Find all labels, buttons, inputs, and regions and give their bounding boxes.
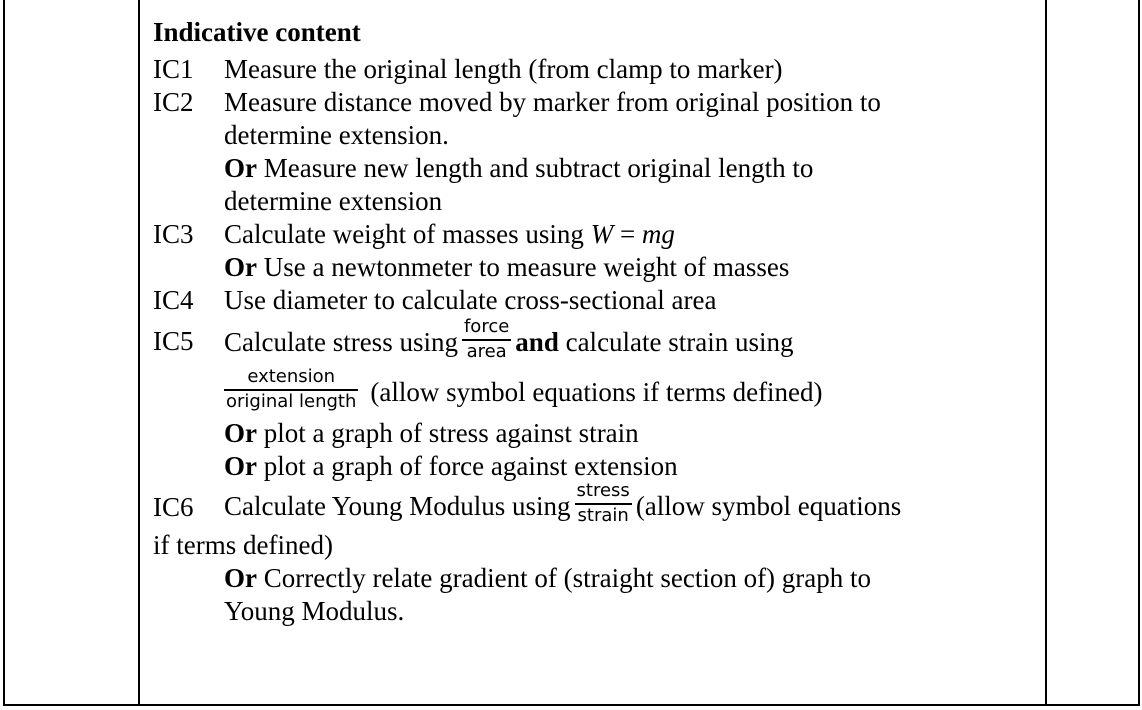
formula-w: W — [590, 219, 614, 249]
ic5-line4 — [224, 450, 1033, 483]
table-column-divider-right — [1045, 0, 1047, 706]
and-word: and — [515, 327, 559, 357]
ic3-code: IC3 — [153, 219, 194, 249]
fraction-numerator: stress — [576, 479, 630, 501]
ic1-text: Measure the original length (from clamp to marker) — [224, 54, 783, 84]
ic3-line2-text: Use a newtonmeter to measure weight of masses — [257, 252, 790, 282]
fraction-numerator: force — [463, 315, 510, 337]
ic5-line4-text: plot a graph of force against extension — [257, 451, 678, 481]
fraction-denominator: area — [466, 340, 507, 362]
ic1-code: IC1 — [153, 54, 194, 84]
ic2-code: IC2 — [153, 87, 194, 117]
ic6-row — [153, 479, 1033, 628]
formula-mg: mg — [641, 219, 675, 249]
or-word: Or — [224, 252, 257, 282]
ic6-line3 — [224, 562, 1033, 595]
ic6-line2: if terms defined) — [153, 530, 333, 560]
ic4-row — [153, 284, 1033, 317]
table-right-border — [1138, 0, 1140, 706]
ic2-line3 — [224, 152, 1033, 185]
ic1-row — [153, 53, 1033, 86]
stress-fraction — [462, 317, 511, 362]
ic4-text: Use diameter to calculate cross-sectional area — [224, 285, 717, 315]
ic6-code: IC6 — [153, 492, 194, 522]
ic2-line4: determine extension — [224, 186, 443, 216]
table-column-divider — [138, 0, 140, 706]
ic2-line2: determine extension. — [224, 120, 449, 150]
ic6-line3-text: Correctly relate gradient of (straight section of) graph to — [257, 563, 872, 593]
ic3-line1-text: Calculate weight of masses using — [224, 219, 591, 249]
indicative-content-heading: Indicative content — [153, 17, 361, 47]
ic2-line3-text: Measure new length and subtract original length to — [257, 153, 814, 183]
young-modulus-fraction — [575, 481, 632, 526]
ic4-code: IC4 — [153, 285, 194, 315]
ic5-row — [153, 317, 1033, 483]
table-left-border — [3, 0, 5, 706]
ic3-line1 — [224, 218, 1033, 251]
indicative-content-cell — [153, 16, 1033, 628]
ic6-post-text: (allow symbol equations — [635, 491, 902, 521]
ic6-pre-text: Calculate Young Modulus using — [224, 491, 571, 521]
fraction-denominator: strain — [577, 504, 629, 526]
ic5-line1 — [224, 317, 1033, 367]
or-word: Or — [224, 563, 257, 593]
or-word: Or — [224, 451, 257, 481]
fraction-numerator: extension — [247, 365, 336, 387]
ic3-row — [153, 218, 1033, 284]
strain-fraction — [224, 367, 358, 412]
fraction-denominator: original length — [226, 390, 357, 412]
or-word: Or — [224, 153, 257, 183]
ic5-line3 — [224, 417, 1033, 450]
ic2-row — [153, 86, 1033, 218]
ic6-line1 — [224, 479, 1033, 529]
or-word: Or — [224, 418, 257, 448]
ic5-line3-text: plot a graph of stress against strain — [257, 418, 639, 448]
ic5-code: IC5 — [153, 326, 194, 356]
ic2-line1: Measure distance moved by marker from original position to — [224, 87, 881, 117]
ic3-line2 — [224, 251, 1033, 284]
ic5-line2 — [224, 367, 1033, 417]
ic6-line4: Young Modulus. — [224, 596, 405, 626]
ic5-pre-text: Calculate stress using — [224, 327, 458, 357]
ic5-allow-text: (allow symbol equations if terms defined) — [370, 377, 823, 407]
ic5-post-text: calculate strain using — [558, 327, 794, 357]
table-bottom-border — [3, 704, 1140, 706]
formula-equals: = — [613, 219, 642, 249]
